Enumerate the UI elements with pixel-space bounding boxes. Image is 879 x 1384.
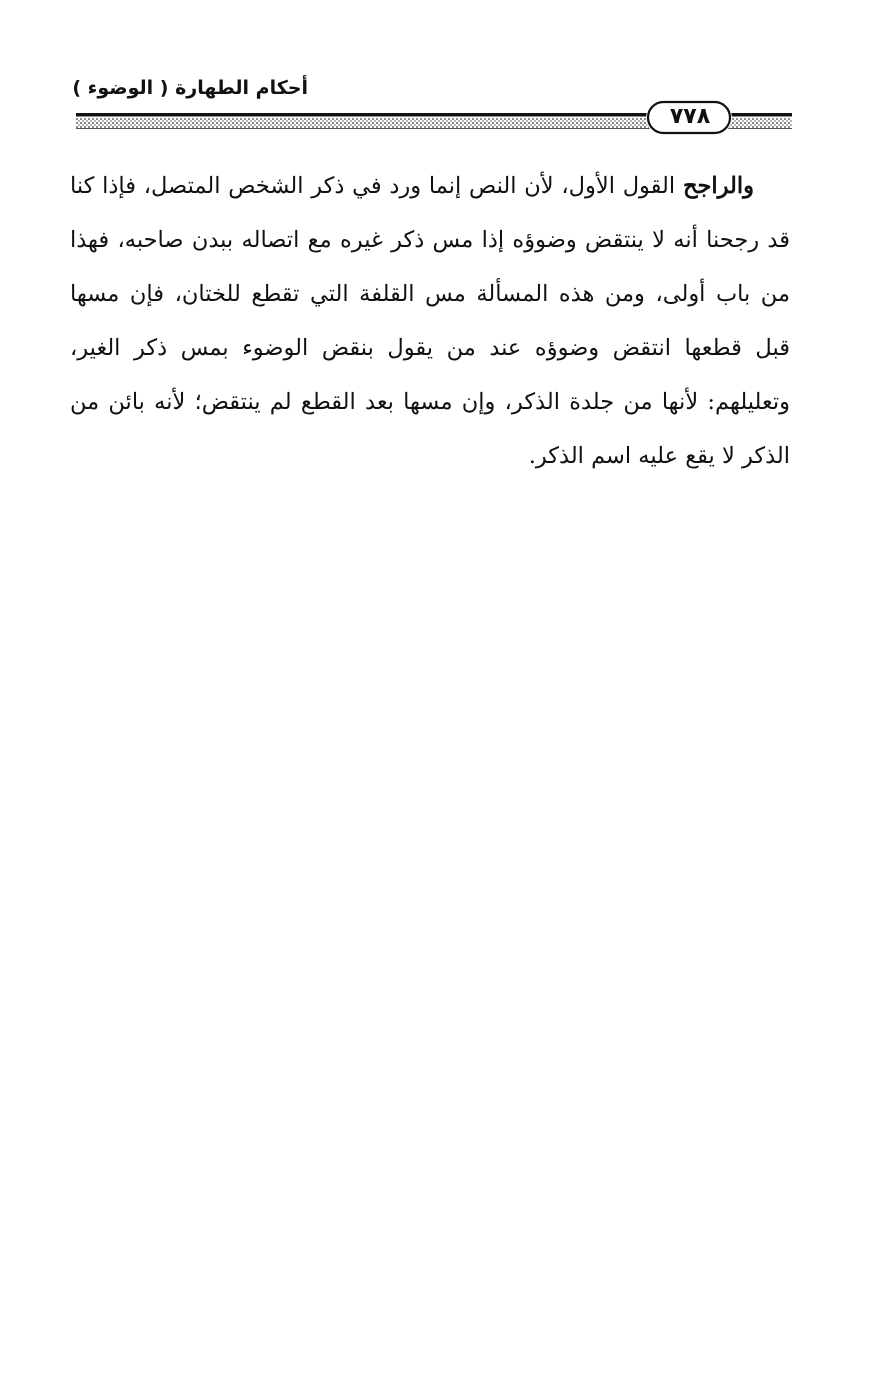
page-header	[0, 0, 879, 140]
paragraph-text: القول الأول، لأن النص إنما ورد في ذكر الشخص المتصل، فإذا كنا قد رجحنا أنه لا ينتقض وضوؤه إذا مس ذكر غيره مع اتصاله ببدن صاحبه، فهذا من باب أولى، ومن هذه المسألة مس القلفة التي تقطع للختان، فإن مسها قبل قطعها انتقض وضوؤه عند من يقول بنقض الوضوء بمس ذكر الغير، وتعليلهم: لأنها من جلدة الذكر، وإن مسها بعد القطع لم ينتقض؛ لأنه بائن من الذكر لا يقع عليه اسم الذكر.	[70, 173, 790, 469]
page-number: ٧٧٨	[669, 104, 711, 129]
body-paragraph	[70, 159, 790, 483]
lead-word: والراجح	[682, 173, 755, 199]
book-title: أحكام الطهارة ( الوضوء )	[72, 77, 308, 99]
